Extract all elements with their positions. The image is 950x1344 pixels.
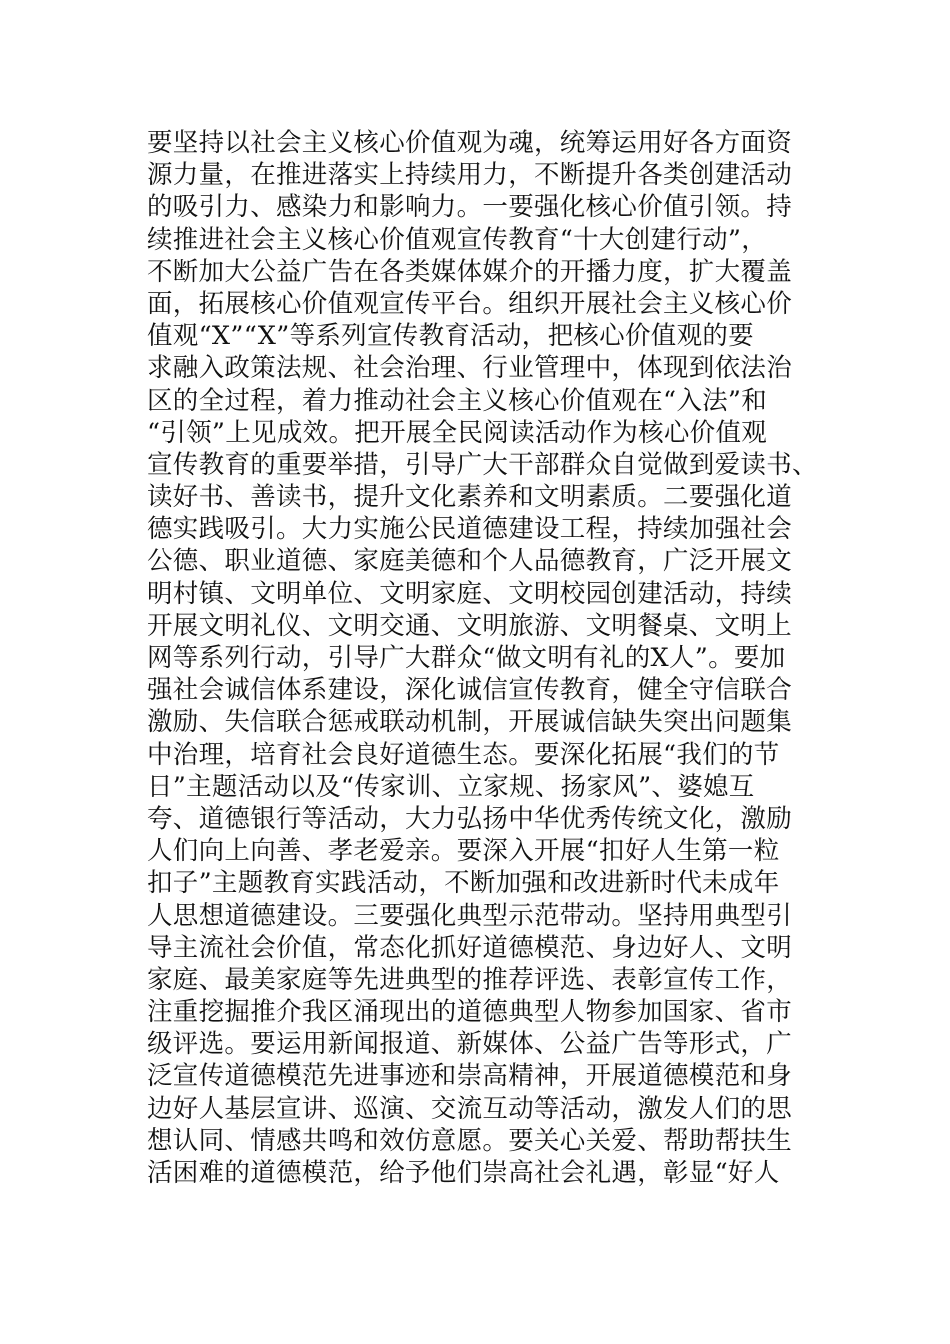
text-line-9: 区的全过程，着力推动社会主义核心价值观在“入法”和 — [147, 385, 768, 416]
text-line-30: 泛宣传道德模范先进事迹和崇高精神，开展道德模范和身 — [147, 1061, 793, 1092]
text-line-10: “引领”上见成效。把开展全民阅读活动作为核心价值观 — [147, 417, 768, 448]
text-line-14: 公德、职业道德、家庭美德和个人品德教育，广泛开展文 — [147, 546, 793, 577]
text-line-23: 人们向上向善、孝老爱亲。要深入开展“扣好人生第一粒 — [147, 836, 780, 867]
text-line-2: 源力量，在推进落实上持续用力，不断提升各类创建活动 — [147, 160, 793, 191]
text-line-31: 边好人基层宣讲、巡演、交流互动等活动，激发人们的思 — [147, 1093, 793, 1124]
text-line-32: 想认同、情感共鸣和效仿意愿。要关心关爱、帮助帮扶生 — [147, 1125, 793, 1156]
body-paragraph — [147, 127, 827, 1189]
text-line-24: 扣子”主题教育实践活动，不断加强和改进新时代未成年 — [147, 868, 780, 899]
text-line-15: 明村镇、文明单位、文明家庭、文明校园创建活动，持续 — [147, 578, 793, 609]
text-line-11: 宣传教育的重要举措，引导广大干部群众自觉做到爱读书、 — [147, 449, 818, 480]
text-line-21: 日”主题活动以及“传家训、立家规、扬家风”、婆媳互 — [147, 771, 755, 802]
text-line-4: 续推进社会主义核心价值观宣传教育“十大创建行动”， — [147, 224, 768, 255]
text-line-18: 强社会诚信体系建设，深化诚信宣传教育，健全守信联合 — [147, 675, 793, 706]
text-line-20: 中治理，培育社会良好道德生态。要深化拓展“我们的节 — [147, 739, 780, 770]
text-line-26: 导主流社会价值，常态化抓好道德模范、身边好人、文明 — [147, 932, 793, 963]
text-line-19: 激励、失信联合惩戒联动机制，开展诚信缺失突出问题集 — [147, 707, 793, 738]
text-line-25: 人思想道德建设。三要强化典型示范带动。坚持用典型引 — [147, 900, 793, 931]
text-line-27: 家庭、最美家庭等先进典型的推荐评选、表彰宣传工作， — [147, 964, 793, 995]
text-line-12: 读好书、善读书，提升文化素养和文明素质。二要强化道 — [147, 482, 793, 513]
text-line-5: 不断加大公益广告在各类媒体媒介的开播力度，扩大覆盖 — [147, 256, 793, 287]
text-line-6: 面，拓展核心价值观宣传平台。组织开展社会主义核心价 — [147, 288, 793, 319]
text-line-33: 活困难的道德模范，给予他们崇高社会礼遇，彰显“好人 — [147, 1158, 780, 1188]
text-line-22: 夸、道德银行等活动，大力弘扬中华优秀传统文化，激励 — [147, 803, 793, 834]
text-line-13: 德实践吸引。大力实施公民道德建设工程，持续加强社会 — [147, 514, 793, 545]
text-line-16: 开展文明礼仪、文明交通、文明旅游、文明餐桌、文明上 — [147, 610, 793, 641]
text-line-3: 的吸引力、感染力和影响力。一要强化核心价值引领。持 — [147, 192, 793, 223]
text-line-8: 求融入政策法规、社会治理、行业管理中，体现到依法治 — [147, 353, 793, 384]
text-line-17: 网等系列行动，引导广大群众“做文明有礼的X人”。要加 — [147, 643, 786, 673]
text-line-1: 要坚持以社会主义核心价值观为魂，统筹运用好各方面资 — [147, 128, 793, 158]
text-line-28: 注重挖掘推介我区涌现出的道德典型人物参加国家、省市 — [147, 997, 793, 1028]
text-line-29: 级评选。要运用新闻报道、新媒体、公益广告等形式，广 — [147, 1029, 793, 1060]
text-line-7: 值观“X”“X”等系列宣传教育活动，把核心价值观的要 — [147, 321, 754, 352]
